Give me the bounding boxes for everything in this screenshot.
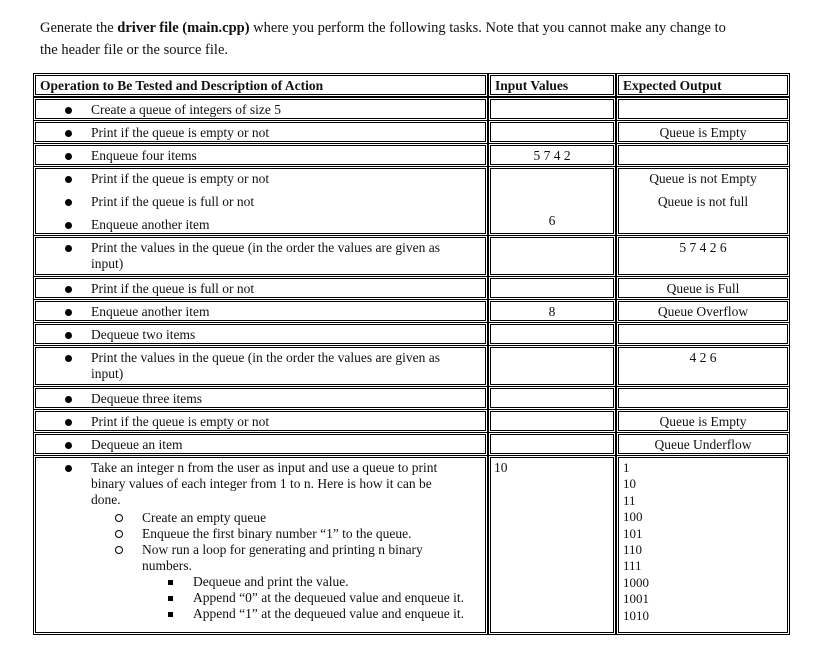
bullet-dot xyxy=(65,332,72,339)
operation-cell xyxy=(35,237,486,275)
sub-step-circle-bullet xyxy=(115,530,123,538)
operation-text: Enqueue four items xyxy=(91,148,197,163)
sub-step-text: Create an empty queue xyxy=(142,510,267,525)
input-cell xyxy=(490,347,614,385)
operation-cell xyxy=(35,434,486,454)
input-cell xyxy=(490,388,614,408)
operation-text: Enqueue another item xyxy=(91,217,210,232)
output-cell xyxy=(618,168,788,234)
binary-task-text: done. xyxy=(91,492,121,507)
input-cell xyxy=(490,99,614,119)
binary-task-text: binary values of each integer from 1 to n. Here is how it can be xyxy=(91,476,432,491)
input-cell xyxy=(490,411,614,431)
header-output: Expected Output xyxy=(623,78,722,93)
operation-text: Create a queue of integers of size 5 xyxy=(91,102,282,117)
operation-text: Print the values in the queue (in the order the values are given as xyxy=(91,240,441,255)
expected-output: Queue Overflow xyxy=(657,304,749,319)
intro-bold-filename: driver file (main.cpp) xyxy=(117,20,250,36)
intro-text-1: Generate the xyxy=(40,20,118,36)
input-cell xyxy=(490,278,614,298)
sub-step-text: Now run a loop for generating and printing n binary xyxy=(142,542,423,557)
operation-text: Dequeue three items xyxy=(91,391,202,406)
sub-step-text: numbers. xyxy=(142,558,192,573)
binary-output-value: 1001 xyxy=(623,591,649,607)
operation-text: Enqueue another item xyxy=(91,304,210,319)
operation-text: input) xyxy=(91,256,124,271)
expected-output: 4 2 6 xyxy=(689,350,717,365)
operation-text: Print if the queue is empty or not xyxy=(91,125,270,140)
output-cell xyxy=(618,411,788,431)
bullet-dot xyxy=(65,130,72,137)
operation-text: Print the values in the queue (in the order the values are given as xyxy=(91,350,441,365)
bullet-dot xyxy=(65,419,72,426)
bullet-dot xyxy=(65,153,72,160)
header-input-cell xyxy=(490,75,614,95)
operation-text: input) xyxy=(91,366,124,381)
bullet-dot xyxy=(65,286,72,293)
input-value: 6 xyxy=(548,213,556,228)
operation-cell xyxy=(35,411,486,431)
operation-text: Dequeue an item xyxy=(91,437,183,452)
binary-output-value: 11 xyxy=(623,492,636,508)
sub-step-circle-bullet xyxy=(115,514,123,522)
input-value: 8 xyxy=(548,304,556,319)
inner-step-square-bullet xyxy=(168,580,173,585)
input-cell xyxy=(490,145,614,165)
operation-cell xyxy=(35,388,486,408)
bullet-dot xyxy=(65,355,72,362)
expected-output: Queue is Empty xyxy=(659,414,747,429)
operation-cell xyxy=(35,324,486,344)
binary-task-input: 10 xyxy=(494,460,508,475)
output-cell xyxy=(618,145,788,165)
binary-output-value: 110 xyxy=(623,542,643,557)
operation-cell xyxy=(35,122,486,142)
operation-text: Print if the queue is full or not xyxy=(91,281,255,296)
expected-output: Queue is not full xyxy=(657,194,749,209)
binary-output-value: 10 xyxy=(623,476,636,492)
bullet-dot xyxy=(65,245,72,252)
input-cell xyxy=(490,301,614,321)
header-operation-cell xyxy=(35,75,486,95)
bullet-dot xyxy=(65,107,72,114)
input-cell xyxy=(490,324,614,344)
binary-output-value: 101 xyxy=(623,525,643,541)
expected-output: Queue is Full xyxy=(666,281,740,296)
operation-cell xyxy=(35,301,486,321)
operation-text: Dequeue two items xyxy=(91,327,196,342)
operation-cell xyxy=(35,278,486,298)
header-input: Input Values xyxy=(495,78,569,93)
header-operation: Operation to Be Tested and Description of Action xyxy=(40,78,324,93)
inner-step-square-bullet xyxy=(168,596,173,601)
input-cell xyxy=(490,237,614,275)
binary-task-input-cell xyxy=(490,457,614,633)
bullet-dot xyxy=(65,222,72,229)
intro-text-2: where you perform the following tasks. Note that you cannot make any change to xyxy=(249,20,726,36)
inner-step-text: Dequeue and print the value. xyxy=(193,574,349,589)
bullet-dot xyxy=(65,442,72,449)
operation-cell xyxy=(35,347,486,385)
binary-task-output-cell xyxy=(618,457,788,633)
binary-output-value: 1 xyxy=(623,460,630,475)
instructions-paragraph xyxy=(40,17,810,61)
binary-task-operation-cell xyxy=(35,457,486,633)
input-cell xyxy=(490,434,614,454)
binary-task-text: Take an integer n from the user as input and use a queue to print xyxy=(91,460,438,475)
operation-text: Print if the queue is empty or not xyxy=(91,171,270,186)
binary-output-value: 1010 xyxy=(623,607,649,623)
intro-text-3: the header file or the source file. xyxy=(40,42,229,58)
inner-step-text: Append “1” at the dequeued value and enqueue it. xyxy=(193,606,465,621)
operation-cell xyxy=(35,99,486,119)
output-cell xyxy=(618,99,788,119)
bullet-dot xyxy=(65,309,72,316)
expected-output: Queue is Empty xyxy=(659,125,747,140)
bullet-dot xyxy=(65,465,72,472)
inner-step-square-bullet xyxy=(168,612,173,617)
expected-output: Queue Underflow xyxy=(654,437,752,452)
output-cell xyxy=(618,324,788,344)
operation-cell xyxy=(35,168,486,234)
expected-output: 5 7 4 2 6 xyxy=(679,240,727,255)
output-cell xyxy=(618,278,788,298)
bullet-dot xyxy=(65,199,72,206)
output-cell xyxy=(618,388,788,408)
output-cell xyxy=(618,434,788,454)
expected-output: Queue is not Empty xyxy=(649,171,757,186)
binary-output-value: 111 xyxy=(623,558,642,574)
output-cell xyxy=(618,347,788,385)
output-cell xyxy=(618,122,788,142)
input-cell xyxy=(490,168,614,234)
output-cell xyxy=(618,301,788,321)
input-value: 5 7 4 2 xyxy=(533,148,571,163)
binary-output-value: 100 xyxy=(623,509,643,525)
bullet-dot xyxy=(65,176,72,183)
operation-text: Print if the queue is full or not xyxy=(91,194,255,209)
header-output-cell xyxy=(618,75,788,95)
bullet-dot xyxy=(65,396,72,403)
output-cell xyxy=(618,237,788,275)
sub-step-text: Enqueue the first binary number “1” to the queue. xyxy=(142,526,412,541)
inner-step-text: Append “0” at the dequeued value and enqueue it. xyxy=(193,590,465,605)
binary-output-value: 1000 xyxy=(623,574,649,590)
operation-cell xyxy=(35,145,486,165)
input-cell xyxy=(490,122,614,142)
operation-text: Print if the queue is empty or not xyxy=(91,414,270,429)
sub-step-circle-bullet xyxy=(115,546,123,554)
